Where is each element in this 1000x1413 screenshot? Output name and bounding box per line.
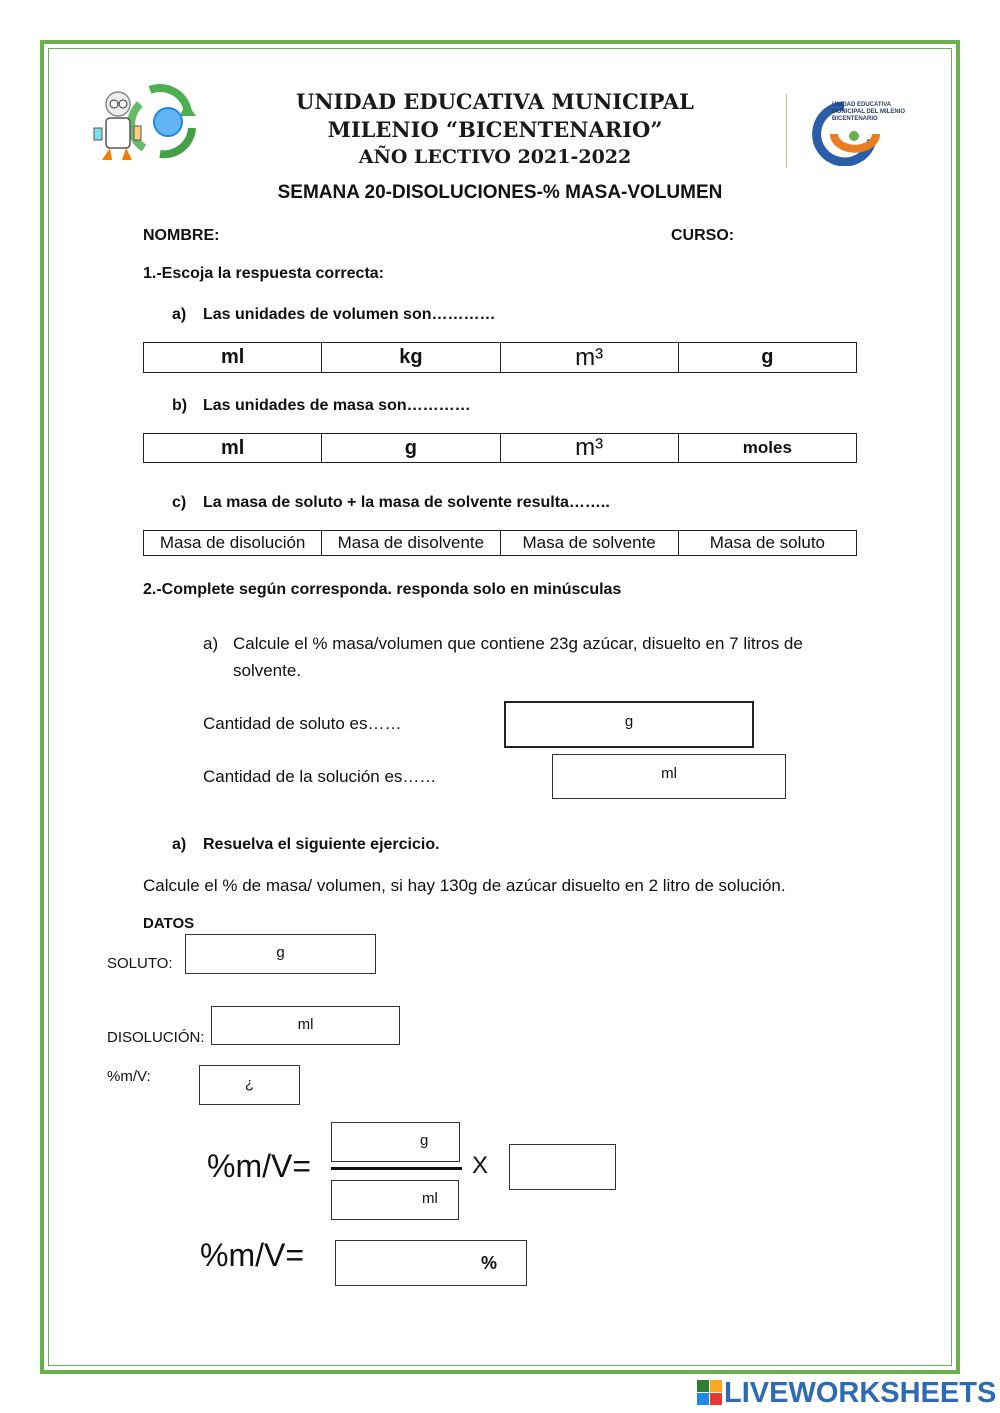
exercise-label: a) bbox=[172, 836, 187, 853]
formula-numerator-unit: g bbox=[420, 1132, 429, 1149]
q1b-option-moles[interactable]: moles bbox=[742, 438, 792, 457]
q2a-line2: solvente. bbox=[233, 661, 302, 680]
q1a-option-ml[interactable]: ml bbox=[144, 343, 322, 372]
solute-quantity-input[interactable] bbox=[504, 701, 754, 748]
q1c-option-masa-soluto[interactable]: Masa de soluto bbox=[709, 533, 826, 552]
liveworksheets-logo-icon bbox=[697, 1380, 723, 1406]
pmv-data-label: %m/V: bbox=[107, 1068, 151, 1085]
disolucion-input[interactable] bbox=[211, 1006, 400, 1045]
solute-quantity-unit: g bbox=[624, 713, 634, 730]
school-year: AÑO LECTIVO 2021-2022 bbox=[358, 146, 632, 168]
name-label: NOMBRE: bbox=[143, 227, 220, 244]
pmv-data-input[interactable] bbox=[199, 1065, 300, 1105]
pmv-data-value: ¿ bbox=[244, 1075, 255, 1092]
worksheet-title: SEMANA 20-DISOLUCIONES-% MASA-VOLUMEN bbox=[277, 182, 723, 203]
q1b-options bbox=[143, 433, 857, 463]
formula-label: %m/V= bbox=[207, 1148, 312, 1184]
soluto-input[interactable] bbox=[185, 934, 376, 974]
right-logo-text: UNIDAD EDUCATIVA MUNICIPAL DEL MILENIO BICENTENARIO bbox=[832, 102, 906, 122]
soluto-unit: g bbox=[276, 944, 285, 961]
solution-quantity-input[interactable] bbox=[552, 754, 786, 799]
logo-divider bbox=[786, 94, 787, 168]
q1c-option-masa-disolucion[interactable]: Masa de disolución bbox=[144, 531, 322, 555]
multiplier-input[interactable] bbox=[509, 1144, 616, 1190]
fraction-bar bbox=[331, 1167, 462, 1170]
q1b-option-m3[interactable]: m³ bbox=[501, 434, 679, 462]
q1c-text: La masa de soluto + la masa de solvente resulta…….. bbox=[203, 494, 610, 511]
q1a-option-g[interactable]: g bbox=[761, 346, 774, 368]
q2a-label: a) bbox=[203, 634, 219, 653]
q1c-label: c) bbox=[172, 494, 187, 511]
section1-heading: 1.-Escoja la respuesta correcta: bbox=[143, 265, 385, 282]
school-name-line1: UNIDAD EDUCATIVA MUNICIPAL bbox=[296, 89, 694, 114]
q1b-option-ml[interactable]: ml bbox=[144, 434, 322, 462]
formula-denominator-input[interactable] bbox=[331, 1180, 459, 1220]
liveworksheets-brand: LIVEWORKSHEETS bbox=[724, 1377, 997, 1409]
formula-denominator-unit: ml bbox=[422, 1190, 438, 1207]
solution-quantity-label: Cantidad de la solución es…… bbox=[203, 767, 437, 786]
q1a-text: Las unidades de volumen son………… bbox=[203, 306, 496, 323]
q1a-label: a) bbox=[172, 306, 187, 323]
page-border-inner bbox=[48, 48, 952, 1366]
result-unit: % bbox=[481, 1253, 498, 1273]
exercise-statement: Calcule el % de masa/ volumen, si hay 130g de azúcar disuelto en 2 litro de solución. bbox=[143, 876, 786, 895]
datos-label: DATOS bbox=[143, 915, 195, 932]
q1b-label: b) bbox=[172, 397, 188, 414]
q1a-option-kg[interactable]: kg bbox=[322, 343, 500, 372]
formula-numerator-input[interactable] bbox=[331, 1122, 460, 1162]
q1a-option-m3[interactable]: m³ bbox=[501, 343, 679, 372]
q1b-option-g[interactable]: g bbox=[322, 434, 500, 462]
section2-heading: 2.-Complete según corresponda. responda solo en minúsculas bbox=[143, 581, 622, 598]
disolucion-unit: ml bbox=[297, 1016, 314, 1033]
q1c-options bbox=[143, 530, 857, 556]
q1b-text: Las unidades de masa son………… bbox=[203, 397, 471, 414]
course-label: CURSO: bbox=[671, 227, 735, 244]
q1c-option-masa-disolvente[interactable]: Masa de disolvente bbox=[322, 531, 500, 555]
result-label: %m/V= bbox=[200, 1237, 305, 1273]
school-name-line2: MILENIO “BICENTENARIO” bbox=[327, 117, 663, 142]
school-mascot-logo bbox=[88, 82, 208, 170]
exercise-heading: Resuelva el siguiente ejercicio. bbox=[203, 836, 440, 853]
times-sign: X bbox=[472, 1152, 489, 1179]
result-input[interactable] bbox=[335, 1240, 527, 1286]
q1a-options bbox=[143, 342, 857, 373]
solution-quantity-unit: ml bbox=[661, 765, 677, 782]
disolucion-label: DISOLUCIÓN: bbox=[107, 1029, 205, 1046]
soluto-label: SOLUTO: bbox=[107, 955, 173, 972]
q1c-option-masa-solvente[interactable]: Masa de solvente bbox=[501, 531, 679, 555]
q2a-line1: Calcule el % masa/volumen que contiene 23g azúcar, disuelto en 7 litros de bbox=[233, 634, 803, 653]
solute-quantity-label: Cantidad de soluto es…… bbox=[203, 714, 402, 733]
